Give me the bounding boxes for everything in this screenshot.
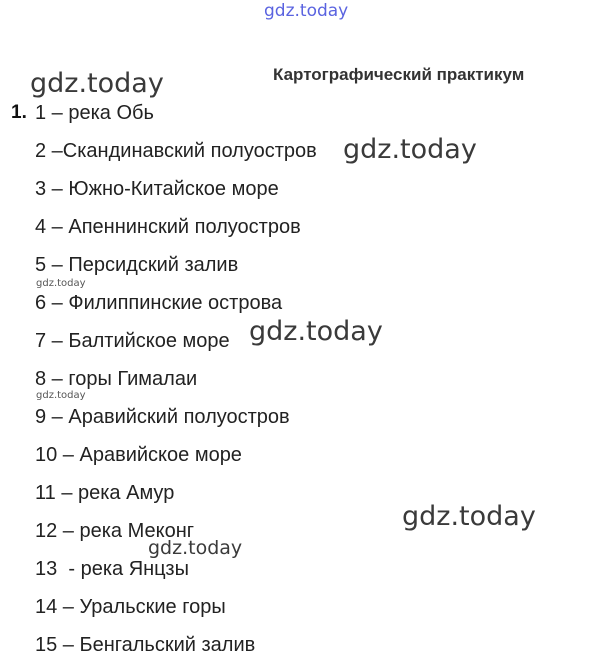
page-heading: Картографический практикум — [273, 65, 525, 84]
answer-item: 15 – Бенгальский залив — [35, 634, 256, 656]
answer-item: 4 – Апеннинский полуостров — [35, 216, 301, 238]
answer-item: 11 – река Амур — [35, 482, 175, 504]
task-number: 1. — [11, 102, 27, 123]
answer-item: 14 – Уральские горы — [35, 596, 226, 618]
answer-item: 1 – река Обь — [35, 102, 154, 124]
answer-item: 5 – Персидский залив — [35, 254, 239, 276]
answer-item: 13 - река Янцзы — [35, 558, 189, 580]
watermark: gdz.today — [36, 278, 86, 289]
watermark-top: gdz.today — [264, 1, 349, 21]
answer-item: 10 – Аравийское море — [35, 444, 242, 466]
watermark: gdz.today — [249, 316, 383, 347]
watermark: gdz.today — [343, 134, 477, 165]
answer-item: 8 – горы Гималаи — [35, 368, 198, 390]
watermark: gdz.today — [30, 68, 164, 99]
answer-item: 3 – Южно-Китайское море — [35, 178, 279, 200]
answer-item: 2 –Скандинавский полуостров — [35, 140, 317, 162]
watermark: gdz.today — [36, 390, 86, 401]
answer-item: 12 – река Меконг — [35, 520, 195, 542]
answer-item: 9 – Аравийский полуостров — [35, 406, 290, 428]
answer-item: 7 – Балтийское море — [35, 330, 230, 352]
watermark: gdz.today — [402, 501, 536, 532]
answer-item: 6 – Филиппинские острова — [35, 292, 283, 314]
watermark: gdz.today — [148, 537, 243, 559]
